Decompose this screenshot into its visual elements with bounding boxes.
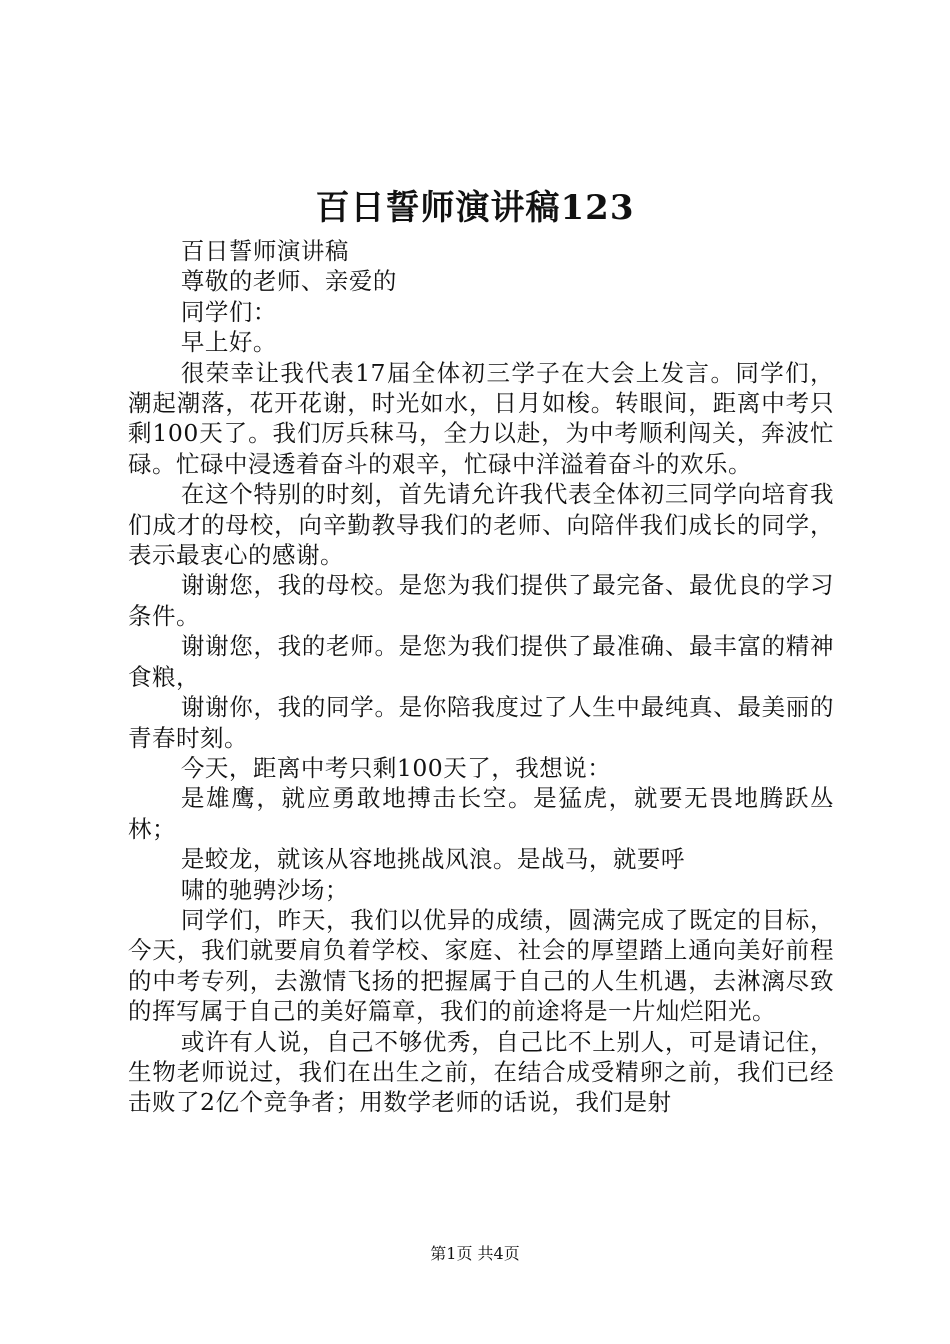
paragraph: 谢谢您，我的老师。是您为我们提供了最准确、最丰富的精神食粮， — [128, 632, 834, 691]
paragraph: 同学们： — [180, 297, 277, 326]
paragraph: 啸的驰骋沙场； — [180, 875, 349, 904]
paragraph: 是蛟龙，就该从容地挑战风浪。是战马，就要呼 — [180, 845, 685, 874]
paragraph: 很荣幸让我代表17届全体初三学子在大会上发言。同学们，潮起潮落，花开花谢，时光如水，日月如梭。转眼间，距离中考只剩100天了。我们厉兵秣马，全力以赴，为中考顺利闯关，奔波忙碌。忙碌中浸透着奋斗的艰辛，忙碌中洋溢着奋斗的欢乐。 — [128, 358, 834, 478]
paragraph: 早上好。 — [180, 328, 277, 357]
paragraph: 同学们，昨天，我们以优异的成绩，圆满完成了既定的目标，今天，我们就要肩负着学校、家庭、社会的厚望踏上通向美好前程的中考专列，去激情飞扬的把握属于自己的人生机遇，去淋漓尽致的挥写属于自己的美好篇章，我们的前途将是一片灿烂阳光。 — [128, 905, 834, 1026]
paragraph: 或许有人说，自己不够优秀，自己比不上别人，可是请记住，生物老师说过，我们在出生之前，在结合成受精卵之前，我们已经击败了2亿个竞争者；用数学老师的话说，我们是射 — [128, 1027, 834, 1117]
paragraph: 谢谢你，我的同学。是你陪我度过了人生中最纯真、最美丽的青春时刻。 — [128, 693, 834, 752]
paragraph: 今天，距离中考只剩100天了，我想说： — [180, 753, 612, 782]
paragraph: 在这个特别的时刻，首先请允许我代表全体初三同学向培育我们成才的母校，向辛勤教导我们的老师、向陪伴我们成长的同学，表示最衷心的感谢。 — [128, 480, 834, 570]
document-body — [128, 236, 834, 1118]
page-footer: 第1页 共4页 — [430, 1244, 520, 1263]
paragraph: 尊敬的老师、亲爱的 — [180, 267, 397, 296]
paragraph: 是雄鹰，就应勇敢地搏击长空。是猛虎，就要无畏地腾跃丛林； — [128, 784, 834, 843]
document-title: 百日誓师演讲稿123 — [315, 188, 635, 228]
paragraph: 百日誓师演讲稿 — [180, 237, 349, 265]
paragraph: 谢谢您，我的母校。是您为我们提供了最完备、最优良的学习条件。 — [128, 571, 834, 630]
